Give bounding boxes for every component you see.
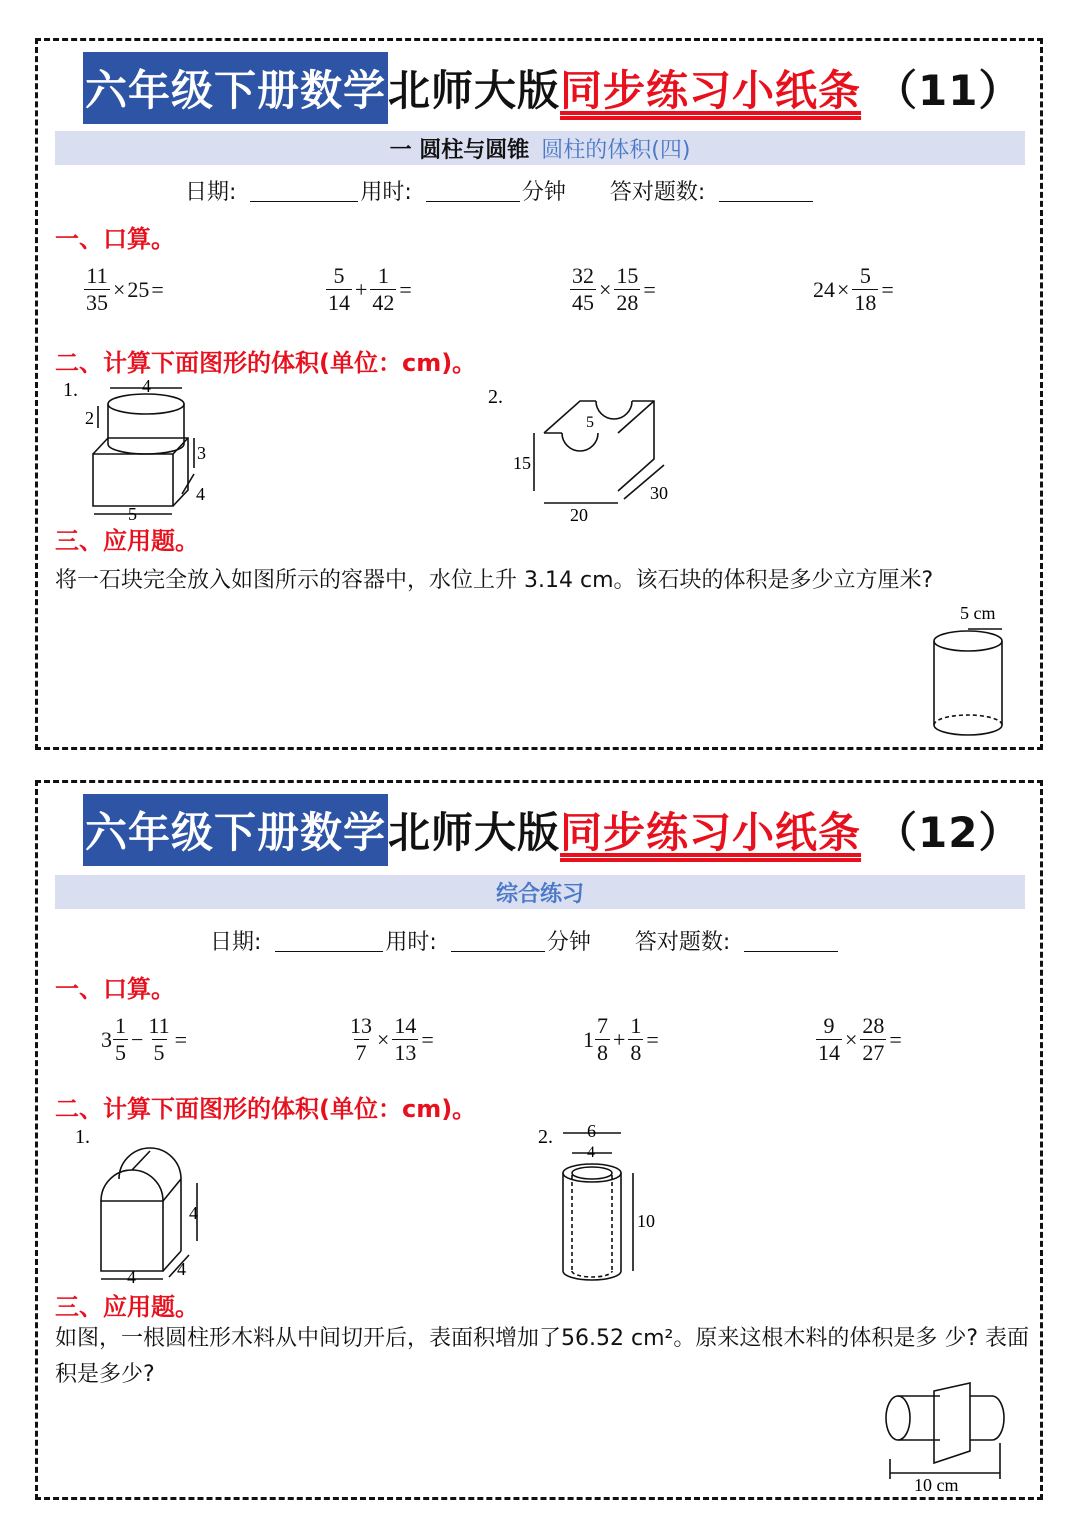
- figure-grooved-block: [488, 381, 688, 525]
- section-application: 三、应用题。: [55, 1293, 199, 1321]
- svg-text:5: 5: [586, 414, 594, 431]
- svg-text:6: 6: [587, 1121, 596, 1141]
- svg-text:3: 3: [197, 443, 206, 463]
- title-number: （11）: [875, 66, 1022, 115]
- section-volume: 二、计算下面图形的体积(单位：cm)。: [55, 349, 477, 377]
- calc-item: $\frac{11}{35}$ × 25 =: [86, 263, 164, 315]
- unit-name: 一 圆柱与圆锥: [389, 137, 530, 163]
- figure-hollow-cylinder: [533, 1121, 693, 1291]
- svg-text:10 cm: 10 cm: [914, 1475, 959, 1495]
- time-field[interactable]: [426, 179, 520, 202]
- svg-text:2: 2: [85, 408, 94, 428]
- svg-text:4: 4: [142, 376, 151, 396]
- minutes-label: 分钟: [546, 930, 591, 955]
- svg-text:2.: 2.: [538, 1126, 553, 1148]
- correct-field[interactable]: [744, 929, 838, 952]
- calc-item: $\frac{13}{7}$ × $\frac{14}{13}$ =: [350, 1013, 434, 1065]
- svg-text:4: 4: [127, 1267, 136, 1287]
- oral-calc-row: [83, 263, 1023, 333]
- time-field[interactable]: [451, 929, 545, 952]
- calc-item: 24 × $\frac{5}{18}$ =: [813, 263, 894, 315]
- problem-text: 将一石块完全放入如图所示的容器中，水位上升 3.14 cm。该石块的体积是多少立方厘米?: [55, 568, 934, 593]
- oral-calc-row: [83, 1013, 1023, 1083]
- correct-label: 答对题数:: [634, 930, 731, 955]
- calc-item: $\frac{32}{45}$ × $\frac{15}{28}$ =: [572, 263, 656, 315]
- lesson-banner: [55, 131, 1025, 165]
- lesson-banner: [55, 875, 1025, 909]
- worksheet-title: [83, 793, 1022, 867]
- figure-cylinder-container: [928, 601, 1018, 741]
- worksheet-title: [83, 51, 1022, 125]
- svg-text:1.: 1.: [75, 1126, 90, 1148]
- minutes-label: 分钟: [521, 180, 566, 205]
- title-series: 同步练习小纸条: [560, 66, 862, 115]
- svg-text:5: 5: [128, 504, 137, 524]
- svg-text:5 cm: 5 cm: [960, 603, 996, 623]
- calc-item: $\frac{5}{14}$ + $\frac{1}{42}$ =: [328, 263, 412, 315]
- title-grade: 六年级下册数学: [83, 794, 388, 866]
- worksheet-11: [35, 38, 1043, 750]
- lesson-name: 综合练习: [495, 881, 584, 907]
- correct-label: 答对题数:: [609, 180, 706, 205]
- svg-text:4: 4: [177, 1259, 186, 1279]
- section-application: 三、应用题。: [55, 527, 199, 555]
- figure-cylinder-on-cuboid: [58, 376, 238, 524]
- time-label: 用时:: [360, 180, 412, 205]
- section-oral: 一、口算。: [55, 225, 175, 253]
- figure-cut-cylinder: [878, 1383, 1018, 1493]
- figure-arch-prism: [73, 1123, 253, 1287]
- date-label: 日期:: [185, 180, 237, 205]
- title-edition: 北师大版: [388, 66, 561, 115]
- title-number: （12）: [875, 808, 1022, 857]
- svg-text:4: 4: [189, 1203, 198, 1223]
- calc-item: $\frac{9}{14}$ × $\frac{28}{27}$ =: [818, 1013, 902, 1065]
- section-oral: 一、口算。: [55, 975, 175, 1003]
- svg-text:10: 10: [637, 1211, 655, 1231]
- calc-item: 3 $\frac{1}{5}$ − $\frac{11}{5}$ =: [101, 1013, 188, 1065]
- svg-text:20: 20: [570, 505, 588, 525]
- svg-text:2.: 2.: [488, 386, 503, 408]
- title-edition: 北师大版: [388, 808, 561, 857]
- date-label: 日期:: [210, 930, 262, 955]
- svg-text:15: 15: [513, 453, 531, 473]
- title-grade: 六年级下册数学: [83, 52, 388, 124]
- date-field[interactable]: [275, 929, 383, 952]
- svg-text:1.: 1.: [63, 379, 78, 401]
- info-line: [185, 175, 815, 206]
- svg-text:4: 4: [587, 1144, 595, 1161]
- svg-text:4: 4: [196, 484, 205, 504]
- time-label: 用时:: [385, 930, 437, 955]
- date-field[interactable]: [250, 179, 358, 202]
- correct-field[interactable]: [719, 179, 813, 202]
- calc-item: 1 $\frac{7}{8}$ + $\frac{1}{8}$ =: [583, 1013, 659, 1065]
- worksheet-12: [35, 780, 1043, 1500]
- lesson-name: 圆柱的体积(四): [541, 137, 691, 163]
- title-series: 同步练习小纸条: [560, 808, 862, 857]
- svg-text:30: 30: [650, 483, 668, 503]
- info-line: [210, 925, 840, 956]
- problem-text: 如图，一根圆柱形木料从中间切开后，表面积增加了56.52 cm²。原来这根木料的体积是多 少? 表面积是多少?: [55, 1326, 1029, 1387]
- section-volume: 二、计算下面图形的体积(单位：cm)。: [55, 1095, 477, 1123]
